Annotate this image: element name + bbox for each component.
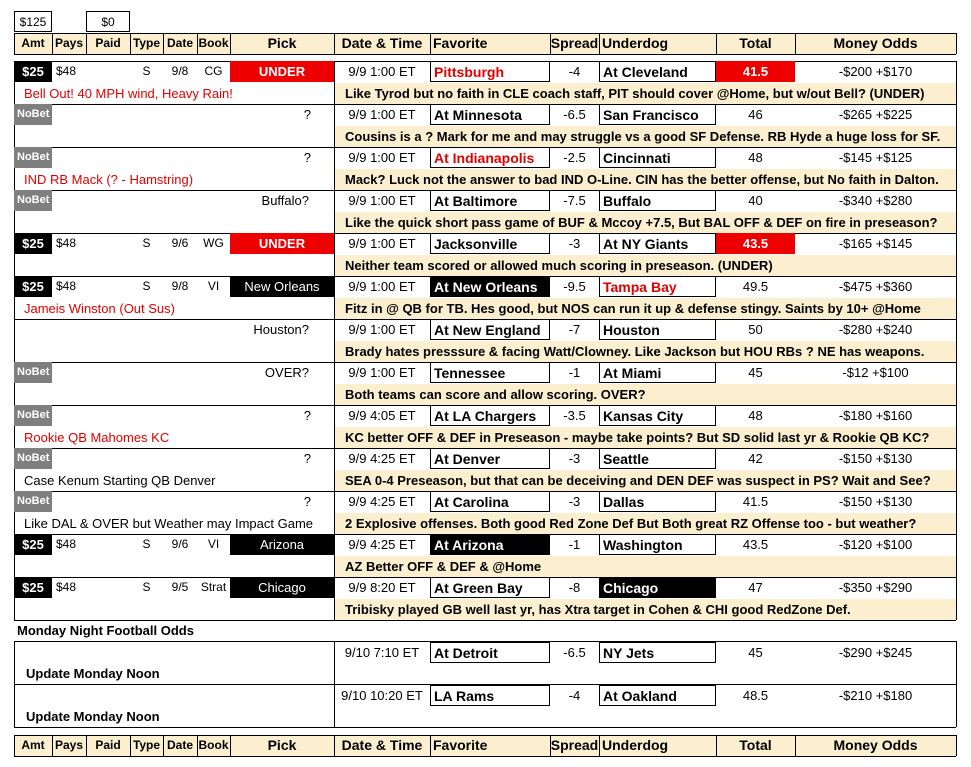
footer-header-amt: Amt	[14, 735, 52, 756]
header-pays: Pays	[52, 33, 86, 54]
spread: -1	[568, 537, 581, 552]
analysis-note: Brady hates presssure & facing Watt/Clowney. Like Jackson but HOU RBs ? NE has weapons.	[335, 341, 956, 362]
spread: -9.5	[563, 279, 586, 294]
game-datetime: 9/9 1:00 ET	[348, 236, 416, 251]
header-divider	[716, 33, 717, 54]
favorite-team[interactable]: At Baltimore	[430, 190, 550, 211]
mnf-underdog[interactable]: NY Jets	[599, 642, 716, 663]
footer-header-favorite: Favorite	[430, 735, 550, 756]
bet-type	[130, 147, 163, 168]
spread: -8	[568, 580, 581, 595]
game-total: 45	[748, 365, 763, 380]
money-odds: -$12 +$100	[842, 365, 909, 380]
mnf-datetime: 9/10 7:10 ET	[344, 645, 420, 660]
injury-note: Case Kenum Starting QB Denver	[24, 473, 216, 488]
mnf-datetime: 9/10 10:20 ET	[341, 688, 423, 703]
injury-note	[24, 556, 332, 577]
money-odds: -$340 +$280	[838, 193, 913, 208]
bet-type: S	[142, 236, 151, 250]
spread: -3	[568, 494, 581, 509]
header-favorite: Favorite	[430, 33, 550, 54]
bet-amount[interactable]	[14, 319, 52, 340]
mnf-spread: -6.5	[563, 645, 586, 660]
bet-amount[interactable]: NoBet	[14, 104, 52, 125]
underdog-team[interactable]: Chicago	[599, 577, 716, 598]
header-datetime: Date & Time	[334, 33, 430, 54]
mnf-row-border	[956, 684, 957, 727]
sportsbook	[197, 147, 230, 168]
money-odds: -$265 +$225	[838, 107, 913, 122]
favorite-team[interactable]: At New England	[430, 319, 550, 340]
header-divider	[956, 33, 957, 54]
row-border	[956, 61, 957, 104]
mnf-row-border	[14, 641, 15, 684]
row-border	[956, 104, 957, 147]
header-underdog: Underdog	[599, 33, 716, 54]
pick[interactable]: Chicago	[230, 577, 334, 598]
bet-type	[130, 362, 163, 383]
row-border	[956, 405, 957, 448]
analysis-note: AZ Better OFF & DEF & @Home	[335, 556, 956, 577]
mnf-spread: -4	[568, 688, 581, 703]
game-datetime: 9/9 1:00 ET	[348, 107, 416, 122]
footer-header-spread: Spread	[550, 735, 599, 756]
header-border-bottom	[14, 54, 956, 55]
favorite-team[interactable]: At Minnesota	[430, 104, 550, 125]
bet-date: 9/8	[171, 279, 189, 293]
sportsbook	[197, 491, 230, 512]
total-amount: $125	[14, 11, 52, 32]
footer-header-divider	[197, 735, 198, 756]
footer-header-divider	[956, 735, 957, 756]
favorite-team[interactable]: At Indianapolis	[430, 147, 550, 168]
favorite-team[interactable]: At Carolina	[430, 491, 550, 512]
bet-date	[163, 104, 197, 125]
spread: -7	[568, 322, 581, 337]
pick[interactable]: ?	[303, 451, 311, 466]
header-divider	[14, 33, 15, 54]
underdog-team[interactable]: San Francisco	[599, 104, 716, 125]
mnf-underdog[interactable]: At Oakland	[599, 685, 716, 706]
mnf-money-odds: -$290 +$245	[838, 645, 913, 660]
game-total: 41.5	[742, 494, 769, 509]
sportsbook: VI	[207, 537, 220, 551]
header-pick: Pick	[230, 33, 334, 54]
footer-header-paid: Paid	[86, 735, 130, 756]
money-odds: -$120 +$100	[838, 537, 913, 552]
injury-note	[24, 341, 332, 362]
header-divider	[230, 33, 231, 54]
bet-amount[interactable]: $25	[14, 233, 52, 254]
underdog-team[interactable]: At Cleveland	[599, 61, 716, 82]
game-datetime: 9/9 4:25 ET	[348, 451, 416, 466]
money-odds: -$350 +$290	[838, 580, 913, 595]
underdog-team[interactable]: At Miami	[599, 362, 716, 383]
spread: -6.5	[563, 107, 586, 122]
row-border	[956, 147, 957, 190]
bet-amount[interactable]: NoBet	[14, 405, 52, 426]
sportsbook	[197, 405, 230, 426]
payout	[56, 147, 86, 168]
bet-date: 9/5	[171, 580, 189, 594]
footer-header-datetime: Date & Time	[334, 735, 430, 756]
injury-note	[24, 126, 332, 147]
footer-header-money: Money Odds	[795, 735, 956, 756]
footer-header-divider	[334, 735, 335, 756]
underdog-team[interactable]: Cincinnati	[599, 147, 716, 168]
footer-header-divider	[86, 735, 87, 756]
analysis-note: 2 Explosive offenses. Both good Red Zone Def But Both great RZ Offense too - but weather?	[335, 513, 956, 534]
bet-date: 9/6	[171, 537, 189, 551]
game-total: 41.5	[716, 61, 795, 82]
row-border	[956, 448, 957, 491]
underdog-team[interactable]: Buffalo	[599, 190, 716, 211]
analysis-note: KC better OFF & DEF in Preseason - maybe take points? But SD solid last yr & Rookie QB KC?	[335, 427, 956, 448]
bet-type	[130, 319, 163, 340]
spread: -7.5	[563, 193, 586, 208]
money-odds: -$145 +$125	[838, 150, 913, 165]
footer-header-divider	[130, 735, 131, 756]
sportsbook: Strat	[200, 580, 227, 594]
header-money: Money Odds	[795, 33, 956, 54]
analysis-note: Fitz in @ QB for TB. Hes good, but NOS can run it up & defense stingy. Saints by 10+ @Home	[335, 298, 956, 319]
footer-header-divider	[14, 735, 15, 756]
row-border	[956, 233, 957, 276]
footer-header-pick: Pick	[230, 735, 334, 756]
analysis-note: SEA 0-4 Preseason, but that can be deceiving and DEN DEF was suspect in PS? Wait and See?	[335, 470, 956, 491]
header-type: Type	[130, 33, 163, 54]
total-paid: $0	[86, 11, 130, 32]
favorite-team[interactable]: Tennessee	[430, 362, 550, 383]
game-total: 43.5	[716, 233, 795, 254]
pick[interactable]: Houston?	[253, 322, 309, 337]
analysis-note: Cousins is a ? Mark for me and may struggle vs a good SF Defense. RB Hyde a huge loss for SF.	[335, 126, 956, 147]
pick[interactable]: OVER?	[264, 365, 309, 380]
game-total: 43.5	[742, 537, 769, 552]
favorite-team[interactable]: At Green Bay	[430, 577, 550, 598]
header-divider	[550, 33, 551, 54]
sportsbook	[197, 362, 230, 383]
game-total: 48	[748, 408, 763, 423]
analysis-note: Tribisky played GB well last yr, has Xtra target in Cohen & CHI good RedZone Def.	[335, 599, 956, 620]
payout: $48	[56, 64, 77, 78]
footer-header-underdog: Underdog	[599, 735, 716, 756]
analysis-note: Both teams can score and allow scoring. OVER?	[335, 384, 956, 405]
bet-type: S	[142, 537, 151, 551]
bet-type	[130, 104, 163, 125]
bet-amount[interactable]: NoBet	[14, 147, 52, 168]
game-datetime: 9/9 1:00 ET	[348, 193, 416, 208]
header-divider	[430, 33, 431, 54]
mnf-update-note: Update Monday Noon	[26, 709, 160, 724]
analysis-note: Mack? Luck not the answer to bad IND O-Line. CIN has the better offense, but No faith in Dalton.	[335, 169, 956, 190]
header-divider	[599, 33, 600, 54]
analysis-note: Like Tyrod but no faith in CLE coach staff, PIT should cover @Home, but w/out Bell? (UNDER)	[335, 83, 956, 104]
mnf-money-odds: -$210 +$180	[838, 688, 913, 703]
footer-header-type: Type	[130, 735, 163, 756]
mnf-update-note: Update Monday Noon	[26, 666, 160, 681]
payout	[56, 448, 86, 469]
header-spread: Spread	[550, 33, 599, 54]
mnf-favorite[interactable]: LA Rams	[430, 685, 550, 706]
favorite-team[interactable]: At Arizona	[430, 534, 550, 555]
game-datetime: 9/9 1:00 ET	[348, 322, 416, 337]
footer-header-pays: Pays	[52, 735, 86, 756]
game-total: 49.5	[742, 279, 769, 294]
bet-amount[interactable]: NoBet	[14, 362, 52, 383]
header-divider	[197, 33, 198, 54]
footer-header-divider	[430, 735, 431, 756]
sportsbook: WG	[203, 236, 224, 250]
bet-amount[interactable]: $25	[14, 61, 52, 82]
spread: -3	[568, 451, 581, 466]
header-book: Book	[197, 33, 230, 54]
bet-amount[interactable]: NoBet	[14, 448, 52, 469]
money-odds: -$200 +$170	[838, 64, 913, 79]
bet-amount[interactable]: $25	[14, 276, 52, 297]
game-datetime: 9/9 4:25 ET	[348, 494, 416, 509]
bet-type: S	[142, 580, 151, 594]
spread: -1	[568, 365, 581, 380]
sportsbook	[197, 319, 230, 340]
money-odds: -$475 +$360	[838, 279, 913, 294]
bet-date	[163, 405, 197, 426]
mnf-title: Monday Night Football Odds	[17, 623, 194, 638]
bet-type	[130, 491, 163, 512]
bet-type	[130, 190, 163, 211]
row-border	[956, 190, 957, 233]
game-datetime: 9/9 8:20 ET	[348, 580, 416, 595]
bet-date	[163, 190, 197, 211]
mnf-total: 48.5	[742, 688, 769, 703]
favorite-team[interactable]: Pittsburgh	[430, 61, 550, 82]
row-border	[956, 319, 957, 362]
bet-date	[163, 491, 197, 512]
spread: -2.5	[563, 150, 586, 165]
bet-type	[130, 405, 163, 426]
sportsbook	[197, 448, 230, 469]
pick[interactable]: ?	[303, 107, 311, 122]
footer-header-border-bottom	[14, 756, 956, 757]
pick[interactable]: ?	[303, 150, 311, 165]
sportsbook	[197, 190, 230, 211]
game-total: 42	[748, 451, 763, 466]
injury-note	[24, 384, 332, 405]
payout	[56, 319, 86, 340]
pick[interactable]: ?	[303, 494, 311, 509]
payout	[56, 362, 86, 383]
payout	[56, 491, 86, 512]
bet-date: 9/8	[171, 64, 189, 78]
bet-amount[interactable]: NoBet	[14, 190, 52, 211]
pick[interactable]: Arizona	[230, 534, 334, 555]
favorite-team[interactable]: At New Orleans	[430, 276, 550, 297]
bet-amount[interactable]: $25	[14, 577, 52, 598]
money-odds: -$150 +$130	[838, 451, 913, 466]
bet-date	[163, 319, 197, 340]
game-datetime: 9/9 1:00 ET	[348, 64, 416, 79]
underdog-team[interactable]: Seattle	[599, 448, 716, 469]
favorite-team[interactable]: Jacksonville	[430, 233, 550, 254]
row-border	[956, 362, 957, 405]
header-date: Date	[163, 33, 197, 54]
row-border	[956, 577, 957, 620]
footer-header-divider	[230, 735, 231, 756]
footer-header-book: Book	[197, 735, 230, 756]
sportsbook: CG	[204, 64, 223, 78]
game-datetime: 9/9 1:00 ET	[348, 150, 416, 165]
spread: -3	[568, 236, 581, 251]
header-divider	[52, 33, 53, 54]
game-datetime: 9/9 1:00 ET	[348, 365, 416, 380]
game-total: 40	[748, 193, 763, 208]
header-divider	[334, 33, 335, 54]
footer-header-total: Total	[716, 735, 795, 756]
mnf-row-border	[14, 684, 15, 727]
analysis-note: Like the quick short pass game of BUF & Mccoy +7.5, But BAL OFF & DEF on fire in preseason?	[335, 212, 956, 233]
mnf-row-border	[956, 641, 957, 684]
footer-header-border-top	[14, 735, 956, 736]
header-amt: Amt	[14, 33, 52, 54]
underdog-team[interactable]: Tampa Bay	[599, 276, 716, 297]
header-divider	[86, 33, 87, 54]
favorite-team[interactable]: At LA Chargers	[430, 405, 550, 426]
injury-note: Rookie QB Mahomes KC	[24, 430, 170, 445]
footer-header-divider	[795, 735, 796, 756]
underdog-team[interactable]: Dallas	[599, 491, 716, 512]
bet-date: 9/6	[171, 236, 189, 250]
game-total: 50	[748, 322, 763, 337]
bet-date	[163, 147, 197, 168]
game-total: 48	[748, 150, 763, 165]
bet-type	[130, 448, 163, 469]
injury-note	[24, 599, 332, 620]
sportsbook	[197, 104, 230, 125]
analysis-note: Neither team scored or allowed much scoring in preseason. (UNDER)	[335, 255, 956, 276]
mnf-row-border	[14, 727, 956, 728]
injury-note: Bell Out! 40 MPH wind, Heavy Rain!	[24, 86, 233, 101]
bet-type: S	[142, 64, 151, 78]
game-total: 46	[748, 107, 763, 122]
footer-header-divider	[163, 735, 164, 756]
money-odds: -$165 +$145	[838, 236, 913, 251]
footer-header-divider	[550, 735, 551, 756]
pick[interactable]: UNDER	[230, 61, 334, 82]
header-paid: Paid	[86, 33, 130, 54]
pick[interactable]: Buffalo?	[261, 193, 309, 208]
payout	[56, 405, 86, 426]
sportsbook: VI	[207, 279, 220, 293]
underdog-team[interactable]: Kansas City	[599, 405, 716, 426]
payout: $48	[56, 236, 77, 250]
injury-note: IND RB Mack (? - Hamstring)	[24, 172, 194, 187]
footer-header-divider	[52, 735, 53, 756]
footer-header-date: Date	[163, 735, 197, 756]
injury-note	[24, 212, 332, 233]
game-datetime: 9/9 4:25 ET	[348, 537, 416, 552]
header-divider	[130, 33, 131, 54]
spread: -3.5	[563, 408, 586, 423]
bet-amount[interactable]: $25	[14, 534, 52, 555]
underdog-team[interactable]: Washington	[599, 534, 716, 555]
payout	[56, 104, 86, 125]
mnf-favorite[interactable]: At Detroit	[430, 642, 550, 663]
bet-date	[163, 362, 197, 383]
payout: $48	[56, 537, 77, 551]
payout	[56, 190, 86, 211]
spread: -4	[568, 64, 581, 79]
header-divider	[163, 33, 164, 54]
money-odds: -$280 +$240	[838, 322, 913, 337]
game-datetime: 9/9 1:00 ET	[348, 279, 416, 294]
game-total: 47	[748, 580, 763, 595]
injury-note	[24, 255, 332, 276]
underdog-team[interactable]: At NY Giants	[599, 233, 716, 254]
footer-header-divider	[599, 735, 600, 756]
payout: $48	[56, 279, 77, 293]
row-border	[956, 276, 957, 319]
money-odds: -$150 +$130	[838, 494, 913, 509]
payout: $48	[56, 580, 77, 594]
game-datetime: 9/9 4:05 ET	[348, 408, 416, 423]
bet-date	[163, 448, 197, 469]
injury-note: Jameis Winston (Out Sus)	[24, 301, 175, 316]
bet-type: S	[142, 279, 151, 293]
row-border	[956, 491, 957, 534]
header-border-top	[14, 33, 956, 34]
footer-header-divider	[716, 735, 717, 756]
underdog-team[interactable]: Houston	[599, 319, 716, 340]
pick[interactable]: UNDER	[230, 233, 334, 254]
injury-note: Like DAL & OVER but Weather may Impact Game	[24, 516, 314, 531]
money-odds: -$180 +$160	[838, 408, 913, 423]
pick[interactable]: New Orleans	[230, 276, 334, 297]
favorite-team[interactable]: At Denver	[430, 448, 550, 469]
mnf-total: 45	[748, 645, 763, 660]
pick[interactable]: ?	[303, 408, 311, 423]
bet-amount[interactable]: NoBet	[14, 491, 52, 512]
header-divider	[795, 33, 796, 54]
header-total: Total	[716, 33, 795, 54]
row-border	[956, 534, 957, 577]
